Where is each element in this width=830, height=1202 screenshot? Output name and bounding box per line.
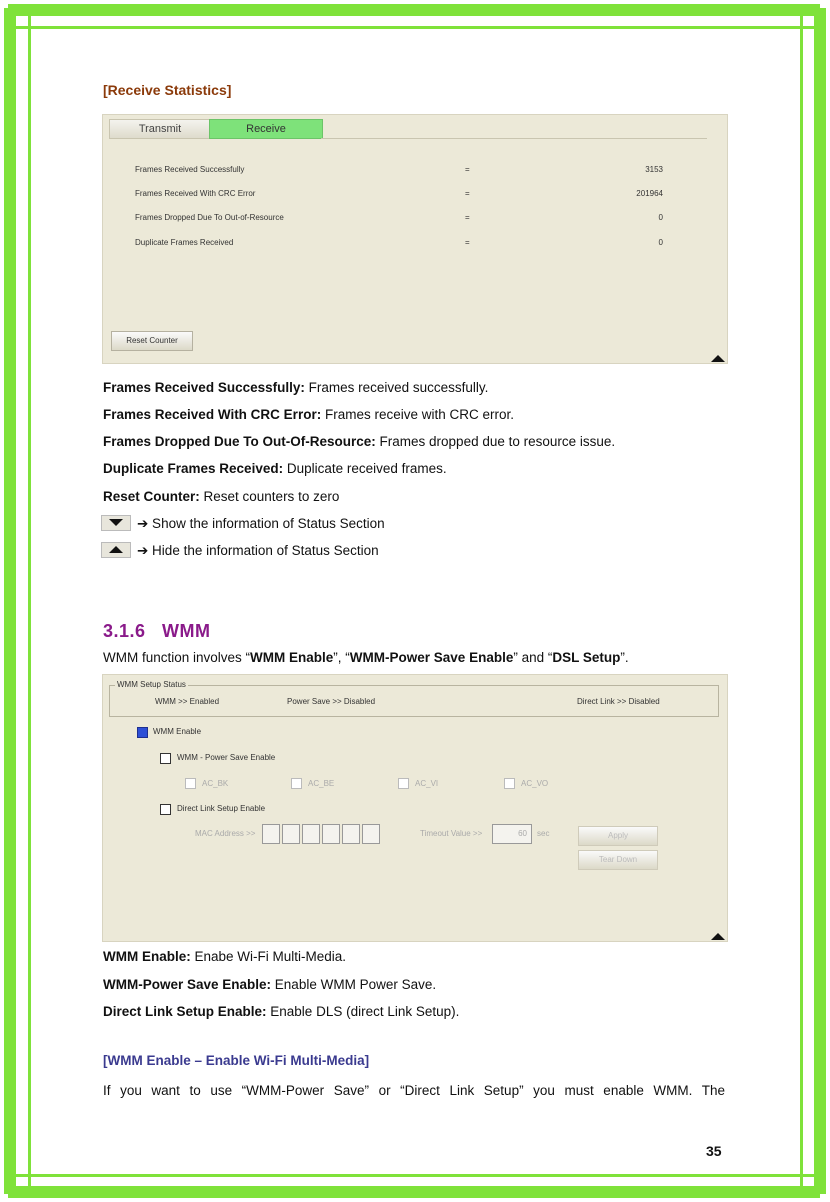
desc-text: Enable DLS (direct Link Setup). <box>266 1004 460 1019</box>
wmm-enable-checkbox[interactable] <box>137 727 148 738</box>
desc-line <box>103 460 447 477</box>
stat-label: Frames Received Successfully <box>135 165 245 174</box>
timeout-input[interactable]: 60 <box>492 824 532 844</box>
apply-button[interactable]: Apply <box>578 826 658 846</box>
page-frame-inner-bottom <box>8 1174 820 1177</box>
page-frame-left <box>4 8 16 1194</box>
stat-value: 0 <box>658 238 663 247</box>
stat-equals: = <box>465 189 470 198</box>
desc-line <box>103 976 436 993</box>
ac-vo-checkbox[interactable] <box>504 778 515 789</box>
wmm-intro-pre: WMM function involves “ <box>103 650 251 665</box>
desc-text: Frames received successfully. <box>304 380 489 395</box>
page-frame-inner-right <box>800 8 803 1194</box>
stat-value: 0 <box>658 213 663 222</box>
arrow-up-icon <box>109 546 123 553</box>
collapse-arrow-icon[interactable] <box>711 355 725 362</box>
wmm-intro-b2: WMM-Power Save Enable <box>349 650 514 665</box>
tab-divider <box>321 138 707 139</box>
desc-line <box>103 379 488 396</box>
mac-octet-input[interactable] <box>282 824 300 844</box>
stat-value: 201964 <box>636 189 663 198</box>
hide-info-text: ➔ Hide the information of Status Section <box>137 543 379 558</box>
paragraph-line: If you want to use “WMM-Power Save” or “Direct Link Setup” you must enable WMM. The <box>103 1083 725 1098</box>
desc-text: Frames receive with CRC error. <box>321 407 514 422</box>
receive-statistics-title: [Receive Statistics] <box>103 82 232 98</box>
wmm-setup-panel <box>102 674 728 942</box>
mac-octet-input[interactable] <box>362 824 380 844</box>
page-frame-inner-top <box>8 26 820 29</box>
page-number: 35 <box>706 1143 722 1159</box>
desc-line <box>103 948 346 965</box>
desc-term: Frames Received With CRC Error: <box>103 407 322 422</box>
stat-value: 3153 <box>645 165 663 174</box>
mac-address-label: MAC Address >> <box>195 829 256 838</box>
stat-equals: = <box>465 238 470 247</box>
desc-term: Duplicate Frames Received: <box>103 461 284 476</box>
hide-arrow-button <box>101 542 131 558</box>
wmm-intro-mid1: ”, “ <box>333 650 350 665</box>
ac-bk-checkbox[interactable] <box>185 778 196 789</box>
receive-statistics-panel <box>102 114 728 364</box>
stat-equals: = <box>465 213 470 222</box>
ac-be-checkbox[interactable] <box>291 778 302 789</box>
desc-text: Reset counters to zero <box>199 489 340 504</box>
ac-vo-label: AC_VO <box>521 779 549 788</box>
mac-octet-input[interactable] <box>342 824 360 844</box>
desc-term: Frames Dropped Due To Out-Of-Resource: <box>103 434 376 449</box>
page-frame-bottom <box>8 1186 820 1198</box>
timeout-label: Timeout Value >> <box>420 829 483 838</box>
wmm-intro-b1: WMM Enable <box>250 650 334 665</box>
desc-term: Reset Counter: <box>103 489 200 504</box>
desc-term: Frames Received Successfully: <box>103 380 305 395</box>
show-info-text: ➔ Show the information of Status Section <box>137 516 385 531</box>
power-save-label: WMM - Power Save Enable <box>177 753 276 762</box>
direct-link-checkbox[interactable] <box>160 804 171 815</box>
mac-octet-input[interactable] <box>302 824 320 844</box>
show-arrow-button <box>101 515 131 531</box>
desc-text: Frames dropped due to resource issue. <box>375 434 616 449</box>
desc-text: Enabe Wi-Fi Multi-Media. <box>190 949 347 964</box>
tear-down-button[interactable]: Tear Down <box>578 850 658 870</box>
desc-line <box>103 1003 459 1020</box>
desc-term: WMM-Power Save Enable: <box>103 977 272 992</box>
desc-text: Enable WMM Power Save. <box>271 977 437 992</box>
ac-vi-label: AC_VI <box>415 779 439 788</box>
direct-link-label: Direct Link Setup Enable <box>177 804 266 813</box>
stat-label: Frames Received With CRC Error <box>135 189 256 198</box>
wmm-enable-label: WMM Enable <box>153 727 202 736</box>
page-frame-top <box>8 4 820 16</box>
stat-equals: = <box>465 165 470 174</box>
wmm-intro-mid2: ” and “ <box>513 650 553 665</box>
page-frame-right <box>814 8 826 1194</box>
desc-line <box>103 433 615 450</box>
wmm-status-legend: WMM Setup Status <box>117 680 186 689</box>
stat-label: Duplicate Frames Received <box>135 238 234 247</box>
desc-text: Duplicate received frames. <box>283 461 447 476</box>
wmm-intro <box>103 649 629 666</box>
wmm-status-direct-link: Direct Link >> Disabled <box>577 697 660 706</box>
arrow-down-icon <box>109 519 123 526</box>
mac-octet-input[interactable] <box>322 824 340 844</box>
wmm-enable-subheading: [WMM Enable – Enable Wi-Fi Multi-Media] <box>103 1053 370 1068</box>
tab-transmit[interactable]: Transmit <box>109 119 211 139</box>
collapse-arrow-icon[interactable] <box>711 933 725 940</box>
page-frame-inner-left <box>28 8 31 1194</box>
timeout-unit: sec <box>537 829 550 838</box>
desc-term: WMM Enable: <box>103 949 191 964</box>
tab-receive[interactable]: Receive <box>209 119 323 139</box>
desc-line <box>103 406 514 423</box>
power-save-checkbox[interactable] <box>160 753 171 764</box>
wmm-status-power-save: Power Save >> Disabled <box>287 697 376 706</box>
wmm-intro-b3: DSL Setup <box>552 650 621 665</box>
mac-octet-input[interactable] <box>262 824 280 844</box>
ac-vi-checkbox[interactable] <box>398 778 409 789</box>
ac-be-label: AC_BE <box>308 779 335 788</box>
desc-line <box>103 488 339 505</box>
stat-label: Frames Dropped Due To Out-of-Resource <box>135 213 284 222</box>
reset-counter-button[interactable]: Reset Counter <box>111 331 193 351</box>
wmm-heading: 3.1.6 WMM <box>103 621 211 641</box>
desc-term: Direct Link Setup Enable: <box>103 1004 267 1019</box>
wmm-intro-post: ”. <box>620 650 629 665</box>
ac-bk-label: AC_BK <box>202 779 229 788</box>
wmm-status-wmm: WMM >> Enabled <box>155 697 220 706</box>
